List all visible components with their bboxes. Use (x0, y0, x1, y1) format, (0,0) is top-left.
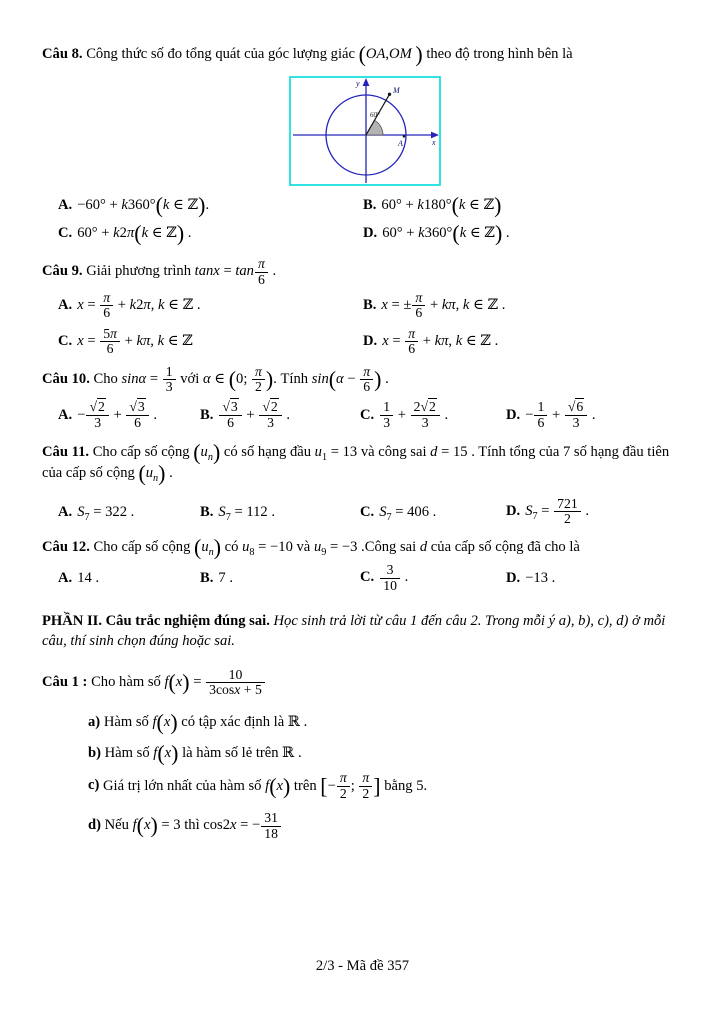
question-9 (42, 257, 687, 287)
option-12c (360, 563, 506, 593)
option-9c (58, 327, 363, 357)
option-10b (200, 400, 360, 430)
statement-a-text: Hàm số f(x) có tập xác định là ℝ . (103, 709, 308, 735)
option-11c-formula: $S_7 = 406$ . (379, 503, 437, 523)
option-9d-formula: x = $\frac{\pi}{6}$ + kπ, k ∈ ℤ . (382, 325, 499, 357)
part2-header (42, 611, 687, 652)
point-a-label: A (397, 139, 403, 149)
option-10d-label: D. (506, 406, 521, 423)
option-10c-label: C. (360, 406, 375, 423)
option-10d (506, 400, 687, 430)
y-axis-label: y (355, 79, 360, 89)
option-12d-label: D. (506, 569, 521, 586)
angle-sector (366, 121, 383, 136)
option-10a-formula: − $\frac{√2}{3}$ + $\frac{√3}{6}$ . (77, 399, 158, 430)
option-11a-formula: $S_7 = 322$ . (77, 503, 135, 523)
option-12b-label: B. (200, 569, 214, 586)
option-11a (58, 502, 200, 522)
option-8d-formula: 60° + k360°(k ∈ ℤ) . (382, 220, 510, 246)
statement-d (88, 811, 687, 841)
question-8-label: Câu 8. (42, 46, 83, 62)
part2-question-1-stem: Cho hàm số f(x) = $\frac{10}{3\cos x + 5}$ (91, 674, 266, 690)
option-10c-formula: $\frac{1}{3}$ + $\frac{2√2}{3}$ . (379, 407, 448, 423)
option-9b (363, 291, 687, 321)
option-10c (360, 400, 506, 430)
angle-label: 60° (369, 111, 380, 120)
option-11d-label: D. (506, 503, 521, 520)
question-12-label: Câu 12. (42, 538, 90, 555)
statement-b-text: Hàm số f(x) là hàm số lẻ trên ℝ . (104, 740, 302, 766)
option-12c-label: C. (360, 569, 375, 586)
option-8c-formula: 60° + k2π(k ∈ ℤ) . (77, 220, 192, 246)
option-11d (506, 497, 687, 527)
unit-circle-figure (289, 76, 441, 186)
option-8c (58, 220, 363, 246)
option-11a-label: A. (58, 503, 73, 520)
question-8-stem: Công thức số đo tổng quát của góc lượng giác (OA,OM ) theo độ trong hình bên là (86, 41, 573, 67)
option-9d-label: D. (363, 332, 378, 349)
question-12-options (42, 563, 687, 593)
option-12a (58, 568, 200, 588)
option-10a-label: A. (58, 406, 73, 423)
option-10b-label: B. (200, 406, 214, 423)
option-12c-formula: $\frac{3}{10}$ . (379, 569, 408, 585)
option-8b (363, 192, 687, 218)
question-10-stem: Cho sinα = $\frac{1}{3}$ với α ∈ (0; $\frac{\pi}{2}$ ). Tính sin(α − $\frac{\pi}{6}$ ) . (93, 363, 389, 394)
question-8-options (42, 192, 687, 246)
part2-question-1 (42, 668, 687, 698)
point-m-label: M (392, 86, 400, 96)
option-9c-label: C. (58, 332, 73, 349)
question-10-options (42, 400, 687, 430)
question-10 (42, 365, 687, 395)
x-axis-label: x (431, 138, 436, 148)
statement-b (88, 740, 687, 766)
statement-a-label: a) (88, 713, 101, 730)
question-11-stem: Cho cấp số cộng $(u_n)$ có số hạng đầu $u_1 = 13$ và công sai d = 15 . Tính tổng của 7 số hạng đầu tiên của cấp số cộng $(u_n)$ . (42, 439, 670, 486)
option-8a-formula: −60° + k360°(k ∈ ℤ). (77, 192, 210, 218)
option-8b-label: B. (363, 197, 377, 214)
page-number-and-code: 2/3 - Mã đề 357 (315, 958, 410, 974)
option-11b-label: B. (200, 503, 214, 520)
option-11b (200, 502, 360, 522)
option-8c-label: C. (58, 224, 73, 241)
option-11b-formula: $S_7 = 112$ . (218, 503, 275, 523)
option-8a-label: A. (58, 197, 73, 214)
question-9-options (42, 291, 687, 357)
option-9d (363, 327, 687, 357)
option-12d (506, 568, 687, 588)
option-12a-formula: 14 . (77, 569, 100, 586)
page-footer (0, 956, 725, 976)
statement-b-label: b) (88, 745, 101, 762)
option-8d-label: D. (363, 224, 378, 241)
point-a-dot (402, 135, 405, 138)
option-12a-label: A. (58, 569, 73, 586)
option-11c (360, 502, 506, 522)
option-10a (58, 400, 200, 430)
option-12b-formula: 7 . (218, 569, 233, 586)
option-10b-formula: $\frac{√3}{6}$ + $\frac{√2}{3}$ . (218, 407, 290, 423)
point-m-dot (387, 93, 390, 96)
question-8 (42, 41, 687, 67)
question-12-stem: Cho cấp số cộng $(u_n)$ có $u_8 = -10$ và $u_9 = -3$ .Công sai d của cấp số cộng đã cho là (93, 534, 580, 560)
statement-d-text: Nếu f(x) = 3 thì cos2x = − $\frac{31}{18}$ (105, 817, 282, 833)
option-9b-label: B. (363, 297, 377, 314)
option-9b-formula: x = ± $\frac{\pi}{6}$ + kπ, k ∈ ℤ . (381, 290, 506, 321)
question-9-label: Câu 9. (42, 263, 83, 280)
statement-c (88, 771, 687, 801)
option-9c-formula: x = $\frac{5\pi}{6}$ + kπ, k ∈ ℤ (77, 325, 193, 357)
option-12b (200, 568, 360, 588)
question-9-stem: Giải phương trình tanx = tan $\frac{\pi}{6}$ . (86, 256, 277, 287)
part2-title: PHẦN II. Câu trắc nghiệm đúng sai. (42, 613, 270, 629)
question-11 (42, 439, 687, 486)
question-12 (42, 534, 687, 560)
option-8d (363, 220, 687, 246)
option-8a (58, 192, 363, 218)
option-11d-formula: $S_7$ = $\frac{721}{2}$ . (525, 496, 590, 527)
option-10d-formula: − $\frac{1}{6}$ + $\frac{√6}{3}$ . (525, 399, 596, 430)
question-11-options (42, 497, 687, 527)
option-9a (58, 291, 363, 321)
statement-a (88, 709, 687, 735)
figure-border (290, 77, 440, 185)
part2-description: Học sinh trả lời từ câu 1 đến câu 2. Trong mỗi ý a), b), c), d) ở mỗi câu, thí sinh chọn đúng hoặc sai. (42, 613, 666, 650)
statement-c-label: c) (88, 777, 100, 794)
figure-wrapper (42, 76, 687, 186)
question-10-label: Câu 10. (42, 370, 90, 387)
option-8b-formula: 60° + k180°(k ∈ ℤ) (381, 192, 502, 218)
option-12d-formula: −13 . (525, 569, 556, 586)
statement-c-text: Giá trị lớn nhất của hàm số f(x) trên [− $\frac{\pi}{2}$ ; $\frac{\pi}{2}$ ] bằng 5. (103, 770, 428, 801)
question-11-label: Câu 11. (42, 444, 90, 461)
statement-d-label: d) (88, 817, 101, 834)
option-11c-label: C. (360, 503, 375, 520)
option-9a-label: A. (58, 297, 73, 314)
part2-question-1-label: Câu 1 : (42, 674, 88, 690)
y-axis-arrow-icon (362, 78, 369, 86)
option-9a-formula: x = $\frac{\pi}{6}$ + k2π, k ∈ ℤ . (77, 290, 201, 321)
